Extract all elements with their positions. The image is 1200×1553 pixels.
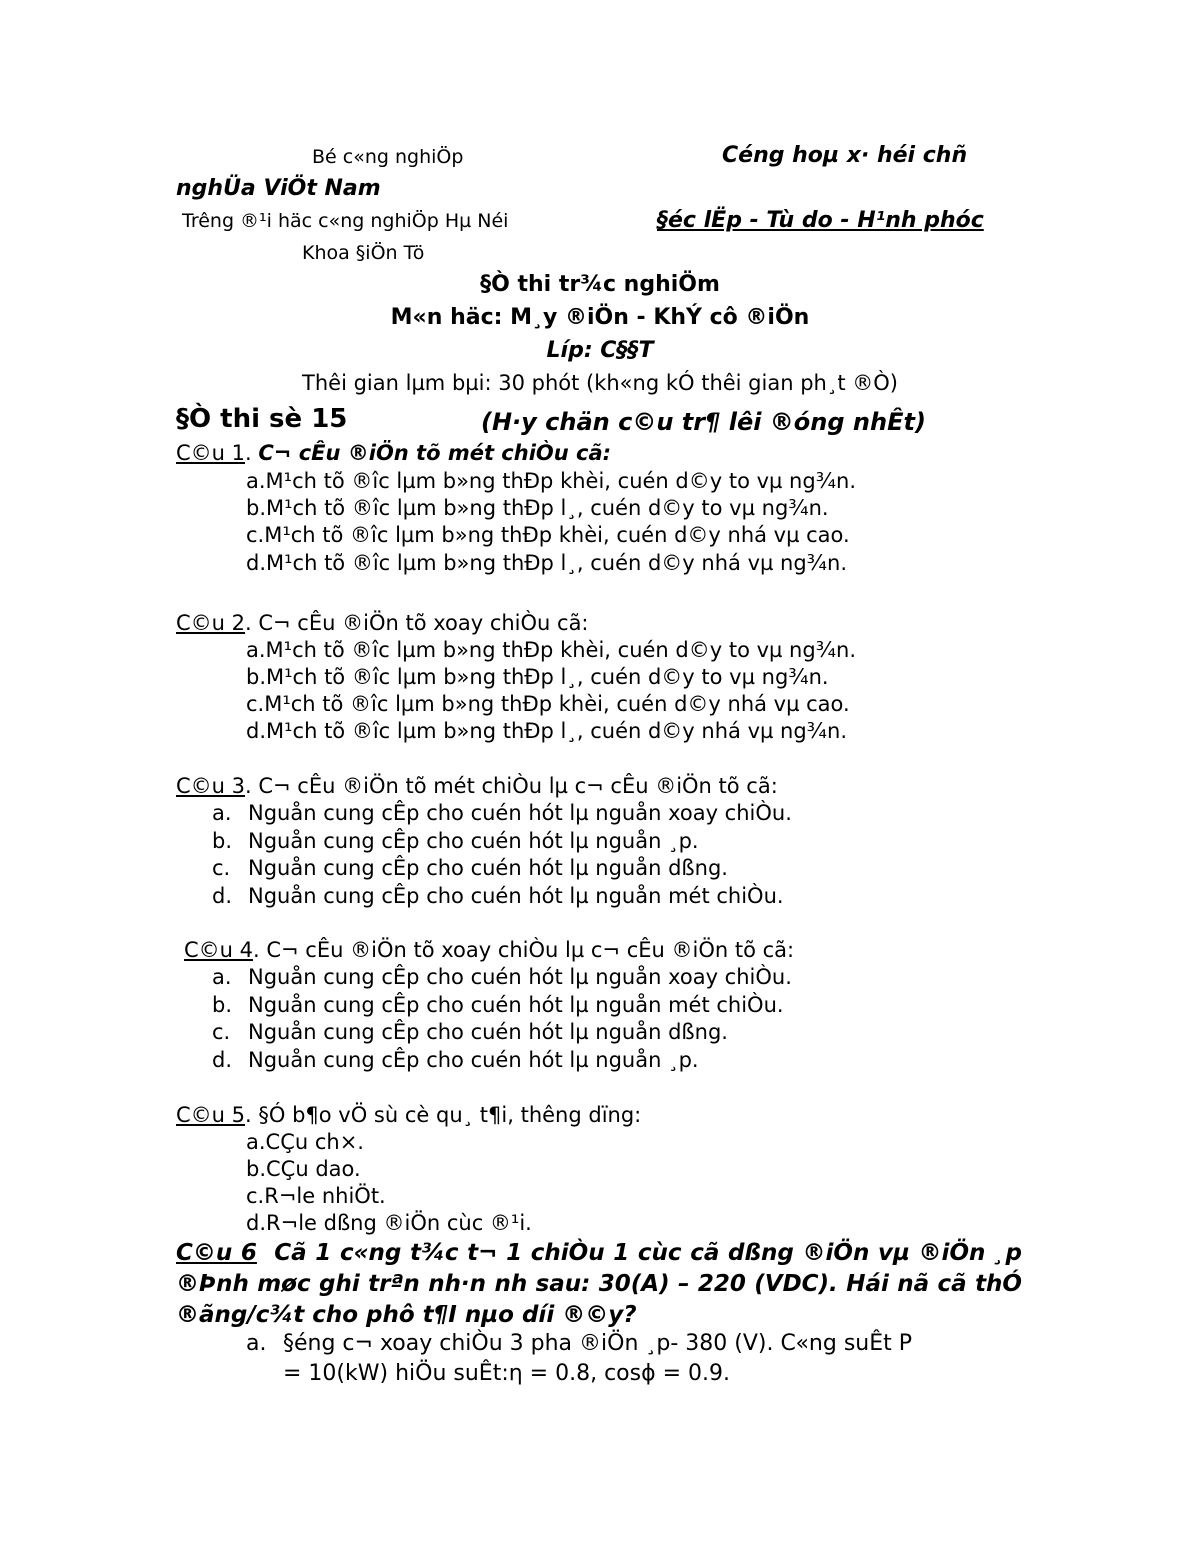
question-4-option-c-marker: c. [212, 1020, 231, 1044]
exam-number: §Ò thi sè 15 [176, 404, 348, 434]
republic-title-line2: nghÜa ViÖt Nam [176, 176, 381, 201]
exam-subject: M«n häc: M¸y ®iÖn - KhÝ cô ®iÖn [390, 305, 810, 330]
question-4-option-d[interactable]: Nguån cung cÊp cho cuén hót lµ nguån ¸p. [248, 1048, 699, 1072]
exam-title: §Ò thi tr¾c nghiÖm [480, 272, 720, 297]
question-2-option-d[interactable]: d.M¹ch tõ ®îc lµm b»ng thÐp l¸, cuén d©y nhá vµ ng¾n. [246, 719, 848, 743]
question-4-option-b-marker: b. [212, 993, 233, 1017]
ministry-name: Bé c«ng nghiÖp [312, 146, 464, 168]
question-3-stem: C©u 3. C¬ cÊu ®iÖn tõ mét chiÒu lµ c¬ cÊu ®iÖn tõ cã: [176, 774, 778, 798]
question-4-label: C©u 4 [184, 938, 254, 962]
question-3-option-a-marker: a. [212, 801, 232, 825]
question-2-stem: C©u 2. C¬ cÊu ®iÖn tõ xoay chiÒu cã: [176, 611, 589, 635]
question-2-option-c[interactable]: c.M¹ch tõ ®îc lµm b»ng thÐp khèi, cuén d©y nhá vµ cao. [246, 692, 850, 716]
question-1-text: C¬ cÊu ®iÖn tõ mét chiÒu cã: [258, 441, 612, 465]
question-2-option-a[interactable]: a.M¹ch tõ ®îc lµm b»ng thÐp khèi, cuén d©y to vµ ng¾n. [246, 638, 857, 662]
question-3-label: C©u 3 [176, 774, 246, 798]
question-4-stem: C©u 4. C¬ cÊu ®iÖn tõ xoay chiÒu lµ c¬ cÊu ®iÖn tõ cã: [184, 938, 795, 962]
question-5-label: C©u 5 [176, 1103, 246, 1127]
question-3-option-a[interactable]: Nguån cung cÊp cho cuén hót lµ nguån xoay chiÒu. [248, 801, 792, 825]
question-2-label: C©u 2 [176, 611, 246, 635]
question-1-label: C©u 1 [176, 441, 246, 465]
question-4-text: C¬ cÊu ®iÖn tõ xoay chiÒu lµ c¬ cÊu ®iÖn tõ cã: [266, 938, 795, 962]
republic-title-line1: Céng hoµ x· héi chñ [722, 143, 968, 168]
question-3-text: C¬ cÊu ®iÖn tõ mét chiÒu lµ c¬ cÊu ®iÖn tõ cã: [258, 774, 778, 798]
faculty-name: Khoa §iÖn Tö [302, 242, 425, 264]
question-6-label: C©u 6 [176, 1240, 257, 1266]
exam-instruction: (H·y chän c©u tr¶ lêi ®óng nhÊt) [481, 408, 926, 436]
question-5-option-a[interactable]: a.CÇu ch×. [246, 1130, 364, 1154]
question-5-stem: C©u 5. §Ó b¶o vÖ sù cè qu¸ t¶i, thêng dïng: [176, 1103, 642, 1127]
question-6-option-a-line1[interactable]: §éng c¬ xoay chiÒu 3 pha ®iÖn ¸p- 380 (V). C«ng suÊt P [283, 1331, 913, 1356]
question-2-text: C¬ cÊu ®iÖn tõ xoay chiÒu cã: [258, 611, 589, 635]
national-motto: §éc lËp - Tù do - H¹nh phóc [657, 208, 984, 233]
question-6-stem [176, 1238, 1022, 1331]
question-3-option-b[interactable]: Nguån cung cÊp cho cuén hót lµ nguån ¸p. [248, 829, 699, 853]
question-1-option-a[interactable]: a.M¹ch tõ ®îc lµm b»ng thÐp khèi, cuén d©y to vµ ng¾n. [246, 469, 857, 493]
question-3-option-c[interactable]: Nguån cung cÊp cho cuén hót lµ nguån dßng. [248, 856, 728, 880]
question-5-option-b[interactable]: b.CÇu dao. [246, 1157, 361, 1181]
question-1-option-d[interactable]: d.M¹ch tõ ®îc lµm b»ng thÐp l¸, cuén d©y nhá vµ ng¾n. [246, 551, 848, 575]
question-4-option-a-marker: a. [212, 965, 232, 989]
question-3-option-c-marker: c. [212, 856, 231, 880]
question-1-stem: C©u 1. C¬ cÊu ®iÖn tõ mét chiÒu cã: [176, 441, 612, 465]
question-4-option-c[interactable]: Nguån cung cÊp cho cuén hót lµ nguån dßng. [248, 1020, 728, 1044]
exam-duration: Thêi gian lµm bµi: 30 phót (kh«ng kÓ thêi gian ph¸t ®Ò) [302, 371, 898, 395]
question-5-option-c[interactable]: c.R¬le nhiÖt. [246, 1184, 386, 1208]
question-4-option-a[interactable]: Nguån cung cÊp cho cuén hót lµ nguån xoay chiÒu. [248, 965, 792, 989]
school-name: Trêng ®¹i häc c«ng nghiÖp Hµ Néi [182, 210, 509, 232]
question-5-option-d[interactable]: d.R¬le dßng ®iÖn cùc ®¹i. [246, 1211, 532, 1235]
question-6-option-a-line2[interactable]: = 10(kW) hiÖu suÊt:η = 0.8, cosϕ = 0.9. [283, 1361, 730, 1386]
question-6-option-a-marker: a. [246, 1331, 267, 1356]
question-1-option-b[interactable]: b.M¹ch tõ ®îc lµm b»ng thÐp l¸, cuén d©y to vµ ng¾n. [246, 496, 829, 520]
question-1-option-c[interactable]: c.M¹ch tõ ®îc lµm b»ng thÐp khèi, cuén d©y nhá vµ cao. [246, 523, 850, 547]
question-3-option-b-marker: b. [212, 829, 233, 853]
question-4-option-b[interactable]: Nguån cung cÊp cho cuén hót lµ nguån mét chiÒu. [248, 993, 784, 1017]
question-2-option-b[interactable]: b.M¹ch tõ ®îc lµm b»ng thÐp l¸, cuén d©y to vµ ng¾n. [246, 665, 829, 689]
question-3-option-d[interactable]: Nguån cung cÊp cho cuén hót lµ nguån mét chiÒu. [248, 884, 784, 908]
question-3-option-d-marker: d. [212, 884, 233, 908]
question-6-text: Cã 1 c«ng t¾c t¬ 1 chiÒu 1 cùc cã dßng ®iÖn vµ ®iÖn ¸p ®Þnh møc ghi trªn nh·n nh sau: 30(A) – 220 (VDC). Hái nã cã thÓ ®ãng/c¾t cho phô t¶I nµo díi ®©y? [176, 1240, 1022, 1328]
question-4-option-d-marker: d. [212, 1048, 233, 1072]
question-5-text: §Ó b¶o vÖ sù cè qu¸ t¶i, thêng dïng: [258, 1103, 642, 1127]
exam-class: Líp: C§§T [546, 338, 654, 363]
